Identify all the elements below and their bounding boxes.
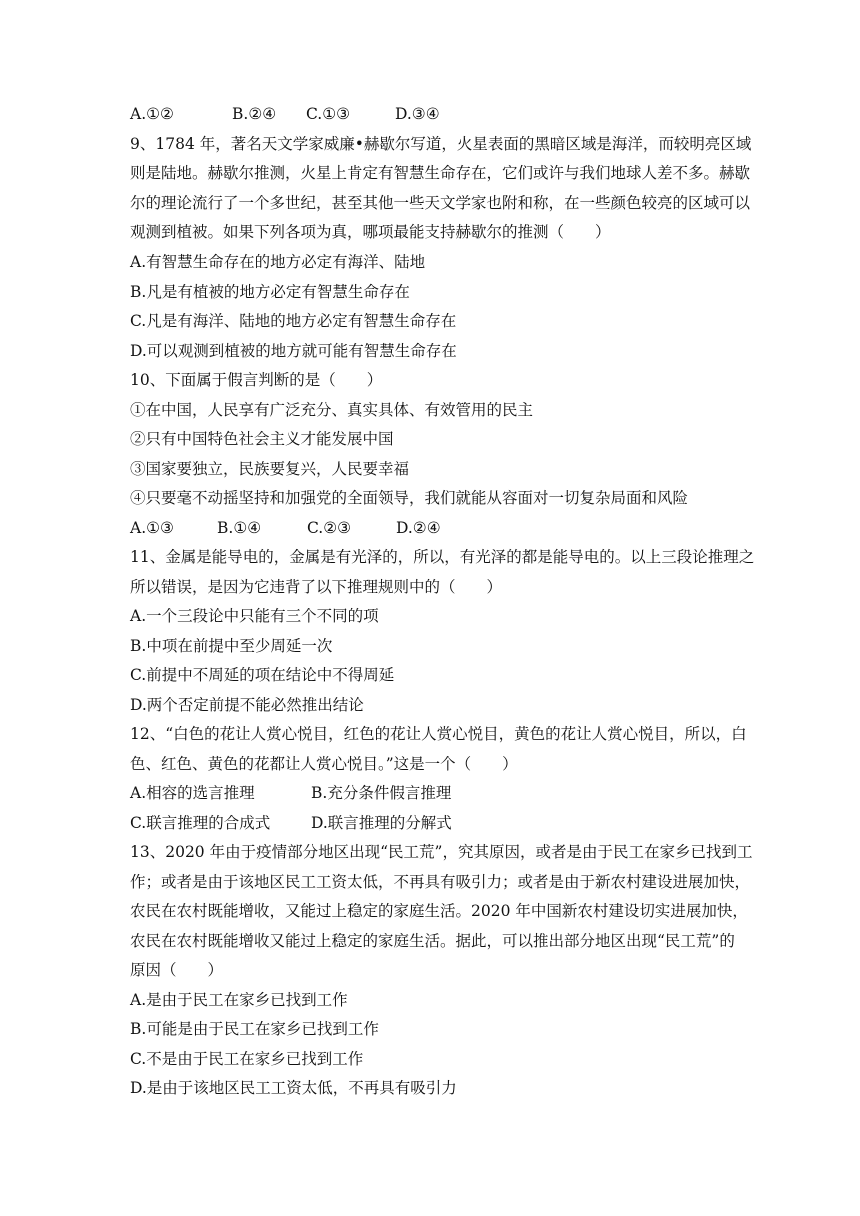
q9-option-a: A.有智慧生命存在的地方必定有海洋、陆地 — [130, 253, 426, 271]
q11-option-a: A.一个三段论中只能有三个不同的项 — [130, 607, 379, 625]
q10-stem: 10、下面属于假言判断的是（ ） — [130, 371, 383, 389]
q8-option-d: D.③④ — [395, 105, 440, 123]
q9-option-c: C.凡是有海洋、陆地的地方必定有智慧生命存在 — [130, 312, 457, 330]
q13-option-b: B.可能是由于民工在家乡已找到工作 — [130, 1020, 379, 1038]
q12-option-a: A.相容的选言推理 — [130, 784, 255, 802]
q10-item-3: ③国家要独立，民族要复兴，人民要幸福 — [130, 460, 410, 478]
q11-stem-line-1: 11、金属是能导电的，金属是有光泽的，所以，有光泽的都是能导电的。以上三段论推理之 — [130, 548, 755, 566]
q13-stem-line-4: 农民在农村既能增收又能过上稳定的家庭生活。据此，可以推出部分地区出现“民工荒”的 — [130, 932, 735, 950]
q8-option-a: A.①② — [130, 105, 174, 123]
q9-option-b: B.凡是有植被的地方必定有智慧生命存在 — [130, 283, 410, 301]
q11-option-b: B.中项在前提中至少周延一次 — [130, 637, 333, 655]
q13-stem-line-3: 农民在农村既能增收，又能过上稳定的家庭生活。2020 年中国新农村建设切实进展加快， — [130, 902, 748, 920]
q12-stem-line-1: 12、“白色的花让人赏心悦目，红色的花让人赏心悦目，黄色的花让人赏心悦目，所以，白 — [130, 725, 747, 743]
q13-option-a: A.是由于民工在家乡已找到工作 — [130, 991, 348, 1009]
q10-item-2: ②只有中国特色社会主义才能发展中国 — [130, 430, 394, 448]
q10-option-d: D.②④ — [396, 519, 441, 537]
q13-stem-line-1: 13、2020 年由于疫情部分地区出现“民工荒”，究其原因，或者是由于民工在家乡已找到工 — [130, 843, 753, 861]
q10-item-1: ①在中国，人民享有广泛充分、真实具体、有效管用的民主 — [130, 401, 534, 419]
q13-option-c: C.不是由于民工在家乡已找到工作 — [130, 1050, 364, 1068]
q9-stem-line-4: 观测到植被。如果下列各项为真，哪项最能支持赫歇尔的推测（ ） — [130, 223, 611, 241]
q11-option-c: C.前提中不周延的项在结论中不得周延 — [130, 666, 395, 684]
q10-option-b: B.①④ — [217, 519, 262, 537]
q10-option-a: A.①③ — [130, 519, 174, 537]
q12-option-d: D.联言推理的分解式 — [311, 814, 452, 832]
q9-stem-line-2: 则是陆地。赫歇尔推测，火星上肯定有智慧生命存在，它们或许与我们地球人差不多。赫歇 — [130, 164, 751, 182]
q11-option-d: D.两个否定前提不能必然推出结论 — [130, 696, 364, 714]
q9-stem-line-1: 9、1784 年，著名天文学家威廉•赫歇尔写道，火星表面的黑暗区域是海洋，而较明亮区域 — [130, 135, 752, 153]
q13-option-d: D.是由于该地区民工工资太低，不再具有吸引力 — [130, 1079, 457, 1097]
q12-stem-line-2: 色、红色、黄色的花都让人赏心悦目。”这是一个（ ） — [130, 755, 518, 773]
q13-stem-line-2: 作；或者是由于该地区民工工资太低，不再具有吸引力；或者是由于新农村建设进展加快， — [130, 873, 751, 891]
q10-item-4: ④只要毫不动摇坚持和加强党的全面领导，我们就能从容面对一切复杂局面和风险 — [130, 489, 689, 507]
q9-option-d: D.可以观测到植被的地方就可能有智慧生命存在 — [130, 342, 457, 360]
q13-stem-line-5: 原因（ ） — [130, 961, 224, 979]
q12-option-c: C.联言推理的合成式 — [130, 814, 271, 832]
q11-stem-line-2: 所以错误，是因为它违背了以下推理规则中的（ ） — [130, 578, 503, 596]
q8-option-c: C.①③ — [306, 105, 351, 123]
q12-option-b: B.充分条件假言推理 — [311, 784, 452, 802]
q8-option-b: B.②④ — [232, 105, 277, 123]
q10-option-c: C.②③ — [307, 519, 352, 537]
q9-stem-line-3: 尔的理论流行了一个多世纪，甚至其他一些天文学家也附和称，在一些颜色较亮的区域可以 — [130, 194, 751, 212]
